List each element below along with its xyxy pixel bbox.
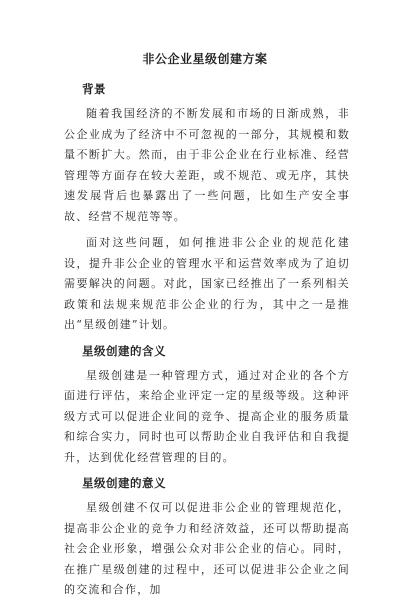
section-heading-background: 背景 (82, 82, 106, 96)
section-heading-significance: 星级创建的意义 (82, 476, 166, 490)
section-meaning (64, 342, 350, 469)
paragraph: 面对这些问题，如何推进非公企业的规范化建设，提升非公企业的管理水平和运营效率成为了迫切需要解决的问题。对此，国家已经推出了一系列相关政策和法规来规范非公企业的行为，其中之一是推出“星级创建”计划。 (64, 236, 350, 331)
section-significance (64, 474, 350, 601)
document-body (64, 80, 350, 607)
section-background (64, 80, 350, 336)
paragraph: 星级创建不仅可以促进非公企业的管理规范化，提高非公企业的竞争力和经济效益，还可以帮助提高社会企业形象，增强公众对非公企业的信心。同时，在推广星级创建的过程中，还可以促进非公企业之间的交流和合作，加 (64, 501, 350, 596)
document-title: 非公企业星级创建方案 (142, 52, 268, 66)
section-heading-meaning: 星级创建的含义 (82, 343, 166, 358)
paragraph: 随着我国经济的不断发展和市场的日渐成熟，非公企业成为了经济中不可忽视的一部分，其规模和数量不断扩大。然而，由于非公企业在行业标准、经营管理等方面存在较大差距，或不规范、或无序，其快速发展背后也暴露出了一些问题，比如生产安全事故、经营不规范等等。 (64, 107, 350, 223)
paragraph: 星级创建是一种管理方式，通过对企业的各个方面进行评估，来给企业评定一定的星级等级。这种评级方式可以促进企业间的竞争、提高企业的服务质量和综合实力，同时也可以帮助企业自我评估和自我提升，达到优化经营管理的目的。 (64, 368, 350, 464)
